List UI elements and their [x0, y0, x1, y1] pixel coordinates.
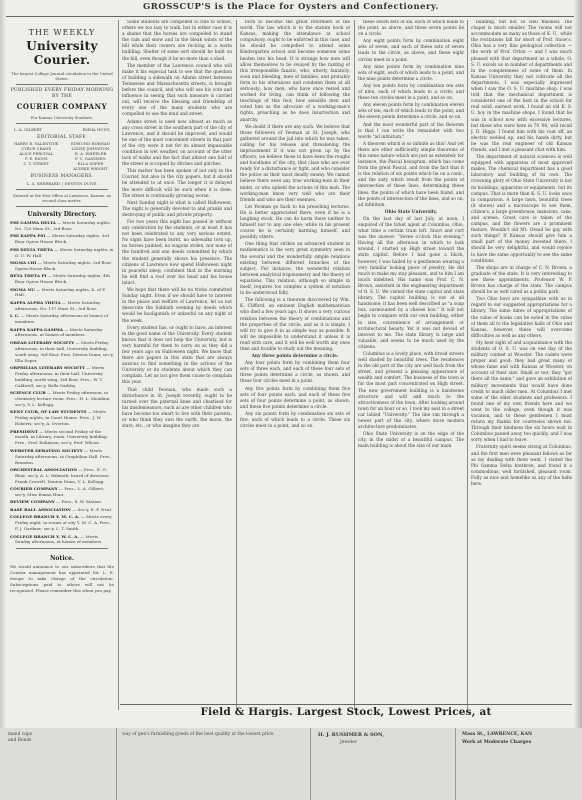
editors-left: HARRY B. VALENTINE CYRUS CRANE ALICE PERCIVAL F. E. RIGGS C. T. STREET: [14, 141, 59, 166]
paragraph: And the most wonderful part of the theorem is that I can write the remainder with two words "ad infinitum.": [358, 122, 464, 140]
directory-entry: BETA THETA PI — Meets Saturday nights, 4th floor Opera House Block.: [10, 273, 110, 285]
paragraph: building, but not so well finished. The chapel is much smaller. The rooms will not accommodate as many as those of K. U., while the recitations fall far short of Prof. Snow's. Ohio has a very fine geological collection — the work of Prof. Orton — and I was much pleased with that department as a whole. O. S. U. excels us in number of departments and in the completeness of some of them. In Kansas University they not cultivate all the departments. I was especially impressed when I saw the O. S. U. machine shop. I was told that the mechanical department is considered one of the best in the school for real solid, earnest work. I found an old K. S. U. boy in the machine shops. I found that he was in school now with excessive lectures, but those who were here in 79 '80, will recall J. D. Higgs. I found him with his coat off, an electric welded up, and his hands dirty, but he was the real engineer of old Kansas friends, and I met a pleasant chat with him.: [471, 20, 572, 153]
notice-text: We would announce to our subscribers that the Courier management has appointed Mr. L. E. Swope to take charge of the circulation. Subscriptions paid to others will not be recognized. Please remember this when you pay.: [10, 564, 114, 593]
directory-entry-name: ORCHESTRAL ASSOCIATION: [10, 466, 78, 472]
directory-entry-name: COLLEGE BRANCH Y. W. C. A.: [10, 533, 79, 539]
column-separator: [354, 20, 355, 710]
directory-entry-text: Sec'y, E. F. Neal.: [77, 506, 113, 512]
directory-entry-text: Meets Saturday nights, K. of P. Hall.: [15, 286, 106, 298]
bottom-separator: [310, 728, 311, 800]
page-edge-left: [0, 0, 6, 800]
directory-entry: SCIENCE CLUB — Meets Friday afternoon, in chemistry lecture room. Pres., H. L. McAdam; sec'y, V. L. Kellogg.: [10, 390, 111, 407]
directory-entry-text: Meets Saturday nights, 4th floor Opera House Block.: [15, 273, 110, 285]
directory-entry-text: Meets second Friday of the month, in Library, room. University building. Pres., Prof. Robinson; sec'y, Prof. Wilcox.: [15, 428, 108, 446]
paragraph: born to become the great reformers of the world. The law which is to the statute book of Kansas, making the attendance at school compulsory, ought to be enforced in this case, and he should be compelled to attend some Kindergarten school and become someone some beaten into his head. It is strange how men will allow themselves to be swayed by the ranting of this irresponsible fanatic, who, utterly, fanaticly, soon and bleeding, men of families, and probably form to his utterances and condemn them at all seriously; how men, who have once rested and worked for living, can think of following the teachings of this fool; how sensible men and voted him as the advocate of a working-man's rights, preaching as he does insurrection and anarchy.: [240, 20, 350, 123]
paragraph: A theorem which is so infinite as this! And yet there are other sufficiently simple theorems of this same nature which are just as extended; for instance, the Pascal hexagram, which has come from the great Pascal, and from the fact that it is the relation of six points which lie on a conic, and the sixty which result from the points of intersection of these lines, determining these lines, the points of which have been found, and the points of intersection of the lines, and so on, ad infinitum.: [358, 141, 464, 208]
paragraph: My best sight of and acquaintance with the students of O. S. U. was on one day of the military contest at Wooster. The cadets were proper and good; they had great many of whose fame and with Kansas at Wooster, on account of their size. Small or not, they "got there all the same," and gave an exhibition of military movements that would have done credit to much older men. At Columbus I met some of the older students and professors. I found one of my own friends here and we went to the college, even though it was vacation, and to these gentlemen I must return my thanks for courtesies shown me. Through their kindness the six hours wait in Columbus passed away too quickly, and I was sorry when I had to leave.: [471, 340, 572, 444]
directory-entry-text: Meets Saturday afternoons, at homes of members.: [15, 326, 103, 338]
directory-entry-text: Pres., L. A. Gilbert; sec'y, Miss Emma Hunt.: [15, 486, 105, 498]
page-edge-right: [574, 0, 582, 800]
directory-entry-text: Meets Friday afternoon, in chemistry lecture room. Pres., H. L. McAdam; sec'y, V. L. Kellogg.: [15, 390, 111, 407]
paragraph: The department of natural sciences is well equipped with apparatus of most approved makes. The chemical department has a good laboratory and building of its own. The crowning glory of Ohio State University is not its buildings, apparatus or equipments, but its campus. That is more than K. S. U. looks once in comparison. A large lawn, beautiful trees (it shows) and a microscope to see them, citizen's, a large greenhouse, mansions, cake, and scenes. Great care is taken of the campus, and the flowers are a prominent feature. Wouldn't old Mt. Oread be gay with such things? If Kansas should give him a small part of the money invested there, I should be very delightful, and would rejoice to have the same opportunity to see the same conditions.: [471, 155, 572, 264]
paragraph: This matter has been spoken of not only in the Courier, but also in the city papers, but it should be attended to at once. The longer it is delayed the more difficult will be such when it is done. The street is continually growing worse.: [122, 169, 232, 199]
paragraph: Next Sunday night is what is called Halloween. The night is generally devoted to and pranks and destroying of public and private property.: [122, 200, 232, 218]
paragraph: Any eleven points form by combination eleven sets of ten, each of which leads to the point; and the eleven points determine a circle, and so on.: [358, 103, 464, 121]
directory-entry-name: BETA THETA PI: [10, 273, 47, 279]
directory-entry: KAPPA KAPPA GAMMA — Meets Saturday afternoons, at homes of members.: [10, 326, 103, 338]
rushmer-ad-sub: Jeweler: [340, 740, 357, 745]
directory-entry: KENT CLUB, OF LAW STUDENTS — Meets Friday nights, in Court House. Pres., J. W. Roberts; sec'y, A. Overton.: [10, 409, 106, 427]
directory-entry: PRESIDENT — Meets second Friday of the month, in Library, room. University building. Pres., Prof. Robinson; sec'y, Prof. Wilcox.: [10, 428, 108, 446]
directory-entry-name: KAPPA KAPPA GAMMA: [10, 326, 63, 332]
column-separator: [118, 20, 119, 710]
directory-entry-text: Meets Friday afternoons, in their hall, University building, north wing, 3rd floor. Pres., W. T. Caldwell; sec'y, Bella Gadsby.: [15, 364, 105, 388]
paragraph: One thing that strikes an advanced student in mathematics is the very great symmetry seen in the several and the wonderfully simple relations existing between different branches of the subject. For instance, the wonderful relation between analytical trigonometry and the theory of equations. This relation, although so simple in itself, requires too complex a system of notation to be understood fully.: [240, 242, 350, 297]
directory-entry-text: Meets Friday nights, in Court House. Pres., J. W. Roberts; sec'y, A. Overton.: [15, 409, 106, 427]
directory-entry-name: BASE BALL ASSOCIATION: [10, 506, 71, 512]
directory-entry: PHI GAMMA DELTA — Meets Saturday nights, No. 720 Mass St., 3rd floor.: [10, 220, 112, 231]
top-rule: [6, 16, 574, 17]
top-banner-ad: GROSSCUP'S is the Place for Oysters and Confectionery.: [143, 2, 439, 12]
paragraph: Any eight points form by combination eight sets of seven, and each of these sets of seven leads to the circle, as above; and these eight circles meet in a point.: [358, 39, 464, 63]
bottom-ad-left: mand caps and Bonds: [8, 732, 32, 743]
directory-entry-name: COURIER COMPANY: [10, 486, 58, 492]
directory-entry: PHI DELTA THETA — Meets Saturday nights, in O. U. W. Hall.: [10, 246, 114, 258]
paragraph: Ohio State University is on the edge of the city, in the midst of a beautiful campus. The main building is about the size of our main: [358, 432, 464, 450]
directory-entry: SIGMA NU — Meets Saturday nights, K. of P. Hall.: [10, 286, 106, 298]
directory-entry-name: KAPPA ALPHA THETA: [10, 299, 61, 305]
bottom-ad-band: [0, 728, 582, 800]
directory-entry-name: PHI DELTA THETA: [10, 246, 53, 252]
directory-entry-text: Meets every Friday night, in rooms of city Y. M. C. A. Pres., F. J. Gardner; sec'y, L. T. Smith.: [15, 514, 112, 532]
editorial-column-4: [471, 20, 572, 710]
paragraph: For two years this night has passed in without any celebration by the students, or at least it has not been celebrated to any very serious extent. No signs have been burnt, no sidewalks torn up, no horses painted, no wagons stolen, nor none of the hundred and one deeds committed by which the student generally shows his presence. The citizens of Lawrence now spend Halloween night in peaceful sleep, confident that in the morning he will find a roof over his head and his house intact.: [122, 220, 232, 286]
entered-notice: Entered at the Post Office at Lawrence, Kansas, as second class matter.: [13, 193, 111, 203]
directory-entry-name: OREAD LITERARY SOCIETY: [10, 339, 75, 345]
notice-divider: [16, 548, 108, 549]
directory-entry: OREAD LITERARY SOCIETY — Meets Friday afternoons, in their hall, University building, south wing, 3rd floor. Pres. Denton Dunn; sec'y, Ella Soper.: [10, 339, 114, 363]
directory-entry: SIGMA CHI — Meets Saturday nights, 3rd floor Opera House Block.: [10, 259, 112, 271]
paragraph: Ohio State University.: [384, 209, 438, 215]
directory-entry: I. C. — Meets Saturday afternoons at homes of members.: [10, 313, 109, 325]
directory-entry: COLLEGE BRANCH Y. M. C. A. — Meets every Friday night, in rooms of city Y. M. C. A. Pres., F. J. Gardner; sec'y, L. T. Smith.: [10, 514, 112, 532]
directory-entry-text: Meets Saturday nights, in O. U. W. Hall.: [15, 246, 114, 258]
paragraph: Any five points form by combining them five sets of four points each, and each of these five sets of four points determine a point, as shown, and these five points determine a circle.: [240, 386, 350, 410]
paragraph: The following is a theorem discovered by Wm. K. Clifford, an eminent English mathematician who died a few years ago. It shows a very curious relation between the theory of combinations and the properties of the circle, and as it is simple, I will try to give it in as simple way as possible. It will be impossible to understand it unless it is read with care, and it will be well worth any ones time and trouble to study out the meaning.: [240, 298, 350, 352]
paragraph: Let Yeoman go back to his preaching lectures. He is better appreciated there, even if he is a laughing stock. He can do harm there neither to himself nor to any one else; while in his present course he is certainly harming himself, and possibly others.: [240, 204, 350, 241]
directory-entry-name: PHI GAMMA DELTA: [10, 220, 56, 225]
masthead-for: For Kansas University Students.: [30, 115, 94, 120]
directory-entry-text: Meets Saturday nights, 3rd floor Opera House Block.: [15, 259, 112, 271]
masthead-divider-3: [16, 189, 108, 190]
paragraph: We hope that there will be no tricks committed Sunday night. Even if we should have to interest in the peace and welfare of Lawrence, let us not desecrate the Sabbath evening by deeds which would be hooliganish or unlawful on any night of the week.: [122, 288, 232, 324]
paragraph: Every student has, or ought to have, an interest in the good name of the University. Every student knows that it does not help the University, but is very harmful for them to carry on as they did a few years ago on Halloween night. We know that there are papers in this state that are always anxious to find something in the actions of the University or its students about which they can complain. Let us not give them cause to complain this year.: [122, 325, 232, 386]
masthead-by-the: BY THE: [51, 94, 72, 99]
business-managers-heading: BUSINESS MANAGERS.: [30, 174, 94, 179]
directory-entry-name: PRESIDENT: [10, 428, 38, 434]
masthead-published: PUBLISHED EVERY FRIDAY MORNING: [10, 88, 114, 93]
paragraph: On the last day of last July, at noon, I enquired of the ticket agent at Columbus, Ohio, what time a certain train left. Snort and curt was the answer: "Seven o'clock this evening." Having all the afternoon in which to look around, I started up High street toward the state capitol. Before I had gone a block, however, I was hailed by a gentleman wearing a very familiar looking piece of jewelry. He did much to make my stay pleasant, and to him I am much indebted. His name was Prof. C. N. Brown, assistant in the engineering department of O. S. U. We visited the state capitol and state library. The capitol building is not at all handsome; it has been well described as "a soap box, surmounted by a cheese box." It will not begin to compare with our own building, either in size, convenience of arrangement or architectural beauty. Yet it was not devoid of interest to me. The state library is large and valuable, and seems to be much used by the citizens.: [358, 216, 464, 350]
notice-heading: Notice.: [49, 555, 75, 563]
masthead-company: COURIER COMPANY: [16, 102, 108, 111]
bottom-ad-furnishing: way of gen's furnishing goods of the best quality at the lowest price.: [122, 732, 275, 737]
masthead-the: THE WEEKLY: [28, 28, 96, 37]
directory-entry: COLLEGE BRANCH Y. W. C. A. — Meets Sunday afternoons, at homes of members.: [10, 533, 103, 545]
masthead-tagline: The largest College Journal circulation in the United States.: [11, 71, 113, 81]
bottom-separator: [116, 728, 117, 800]
masthead: [10, 22, 114, 594]
staff-right: EMMA HUNT,: [82, 127, 110, 132]
directory-entry-name: SCIENCE CLUB: [10, 390, 46, 396]
masthead-staff: [10, 127, 114, 132]
paragraph: Any nine points form by combination nine sets of eight, each of which leads to a point, and the nine points determine a circle.: [358, 64, 464, 82]
directory-entry-text: Meets Saturday afternoons, No. 117 Mass St., 3rd floor.: [15, 299, 101, 311]
column-separator: [467, 20, 468, 710]
directory-entry-name: ORPHILIAN LITERARY SOCIETY: [10, 364, 85, 370]
editorial-column-3: [358, 20, 464, 710]
directory-entry-text: Meets Saturday nights, 3rd floor Opera House Block.: [15, 233, 109, 245]
directory-entry-text: Meets Saturday nights, No. 720 Mass St., 3rd floor.: [15, 220, 112, 231]
masthead-divider: [16, 84, 108, 85]
masthead-title: University Courier.: [26, 39, 98, 67]
paragraph: Some students are compelled to ride to school, others we too lazy to walk, but in either case it is a shame that the horses are compelled to stand the rain and snow and in the bleak winds of the hill while their owners are reciting in a warm building. Shelter of some sort should be built on the hill, even though it be no more than a shed.: [122, 20, 232, 62]
directory-entry: WEBSTER DEBATING SOCIETY — Meets Saturday afternoons, in Orophilian Hall. Pres., Brandon.: [10, 447, 112, 465]
field-hargis-ad: Field & Hargis. Largest Stock, Lowest Prices, at: [200, 706, 492, 718]
directory-entry-name: KENT CLUB, OF LAW STUDENTS: [10, 409, 87, 415]
rushmer-ad-name: H. J. RUSHMER & SON,: [318, 732, 384, 738]
directory-entry-name: COLLEGE BRANCH Y. M. C. A.: [10, 514, 80, 520]
paragraph: Any six points form by combination six sets of five, each of which leads to a circle. These six circles meet in a point, and so on.: [240, 411, 350, 430]
directory-entry-text: Pres., E. G. Blair; sec'y, A. L. Wilmoth; board of directors, Frank Crowell, Denton Dunn, V. L. Kellogg.: [15, 466, 110, 484]
directory-entry-name: PHI KAPPA PSI: [10, 233, 46, 239]
editorial-staff-heading: EDITORIAL STAFF.: [37, 135, 87, 140]
masthead-divider-4: [16, 206, 108, 207]
directory-entry-text: Meets Saturday afternoons, in Orophilian Hall. Pres., Brandon.: [15, 447, 112, 465]
paragraph: Any ten points form by combination ten sets of nine, each of which leads to a circle; and these ten circles meet in a point, and so on.: [358, 83, 464, 102]
paragraph: Any three points determine a circle.: [251, 354, 339, 360]
directory-entry: COURIER COMPANY — Pres., L. A. Gilbert; sec'y, Miss Emma Hunt.: [10, 486, 105, 498]
paragraph: Two Ohio boys are sympathize with us in regard to our suggested appropriations for a library. The same dates of appropriations of the value of books can be noted in the value of them all to the legislative halls of Ohio and Kansas, however, these will overcome difficulties as well as any others.: [471, 297, 572, 339]
staff-left: L. A. GILBERT: [14, 127, 43, 132]
paragraph: The member of the Lawrence council who will make it his especial task to see that the question of building a sidewalk on Adams street between Tennessee and Massachusetts streets, is brought before the council, and who will use his vote and influence in seeing that such measure is carried out, will receive the blessing and friendship of every one of the many students who are compelled to use the mud and street.: [122, 63, 232, 118]
directory-entry: KAPPA ALPHA THETA — Meets Saturday afternoons, No. 117 Mass St., 3rd floor.: [10, 299, 101, 311]
editors: [10, 141, 114, 171]
directory-entry-name: REVIEW COMPANY: [10, 499, 55, 505]
business-managers: L. A. SHERRARD. | DENTON DUNE.: [26, 181, 98, 186]
bottom-ad-right: Mass St., LAWRENCE, KAN: [462, 732, 533, 737]
directory-entry: PHI KAPPA PSI — Meets Saturday nights, 3rd floor Opera House Block.: [10, 233, 109, 245]
bottom-ad-right-2: Work at Moderate Charges: [462, 740, 532, 745]
directory-entry-name: SIGMA CHI: [10, 259, 37, 265]
directory-entry: ORPHILIAN LITERARY SOCIETY — Meets Friday afternoons, in their hall, University building, north wing, 3rd floor. Pres., W. T. Caldwell; sec'y, Bella Gadsby.: [10, 364, 105, 388]
paragraph: Fraternity spirit seems strong at Columbus, and the first men were pleasant fellows as far as my dealing with them went. I visited the Phi Gamma Delta brethren, and found it a commodious, well furnished, pleasant room. Fully as nice and homelike as any of the halls here.: [471, 445, 572, 488]
directory-entry-name: I. C.: [10, 313, 20, 319]
directory-entry: BASE BALL ASSOCIATION — Sec'y, E. F. Neal.: [10, 506, 113, 512]
bottom-separator: [455, 728, 456, 800]
editorial-column-2: [240, 20, 350, 710]
editors-right: EDMUND HORNAN LIZZIE JOHNSTON H. A. WHEELER F. C. GASSMEN ELLA SOPER AUDRIE WRIGHT: [70, 141, 110, 171]
directory-entry: REVIEW COMPANY — Pres., S. W. Station.: [10, 499, 103, 505]
directory-entry-text: Meets Friday afternoons, in their hall, University building, south wing, 3rd floor. Pres. Denton Dunn; sec'y, Ella Soper.: [15, 339, 114, 363]
paragraph: Adams street is used now almost as much as any cross street in the southern part of the city of Lawrence, and it should be improved, and would be one of the most convenient streets in that part of the city were it not for its almost impassable condition in wet weather, on account of the utter lack of walks and the fact that almost one half of the street is occupied by ditches and gulches.: [122, 119, 232, 168]
paragraph: We doubt if there are any such. We believe that those followers of Yeoman at St. Joseph, who gathered around the jail into which he was taken, calling for his release and threatening the imprisonment if it was not given up by the officers, we believe those to have been the roughs and hoodlums of the city, that class who are ever ready for a disturbance or fight, and who consider the police as their most deadly enemy. We cannot believe there were any true working-men in their midst, or who upheld the actions of this mob. The working-man know very well who are their friends and who are their enemies.: [240, 124, 350, 203]
paragraph: Columbus is a lovely place, with broad streets well shaded by beautiful trees. The residences in the old part of the city are well back from the street, and present a pleasing appearance of wealth and comfort. The business of the town is for the most part concentrated on High street. The new government building is a handsome structure and will add much to the attractiveness of the town. After looking around town for an hour or so, I took my seat in a street car labled "University." The line ran through a newer part of the city, where more modern architecture predominates.: [358, 351, 464, 431]
ad-rule: [120, 704, 572, 705]
directory-entry-name: SIGMA NU: [10, 286, 35, 292]
paragraph: Any four points form by combining them four sets of three each, and each of these four sets of three points determine a circle, as shown, and these four circles meet in a point.: [240, 361, 350, 385]
column-separator: [236, 20, 237, 710]
paragraph: these seven sets of six, each of which leads to the point, as above; and these seven points lie on a circle.: [358, 20, 464, 38]
editorial-column-1: [122, 20, 232, 710]
directory-list: [10, 220, 114, 545]
paragraph: The shops are in charge of C. N. Brown, a graduate of the state. It is very interesting to see these appointments. Professor W. P. Brown has charge of the state. The campus should be as well cared as a public park.: [471, 265, 572, 296]
directory-heading: University Directory.: [27, 211, 97, 218]
directory-entry-text: Meets Saturday afternoons at homes of members.: [15, 313, 109, 325]
masthead-divider-2: [16, 123, 108, 124]
paragraph: That child Yeoman, who made such a disturbance in St. Joseph recently, ought to be turned over the paternal knee and chastised for his misdemeanors, such as are other children who have become too smart to live with their parents, or who think they own the earth, the moon, the stars, etc., or who imagine they are: [122, 387, 232, 430]
directory-entry-name: WEBSTER DEBATING SOCIETY: [10, 447, 83, 453]
directory-entry: ORCHESTRAL ASSOCIATION — Pres., E. G. Blair; sec'y, A. L. Wilmoth; board of directors, Frank Crowell, Denton Dunn, V. L. Kellogg.: [10, 466, 110, 484]
directory-entry-text: Meets Sunday afternoons, at homes of members.: [15, 533, 103, 545]
directory-entry-text: Pres., S. W. Station.: [61, 499, 103, 505]
